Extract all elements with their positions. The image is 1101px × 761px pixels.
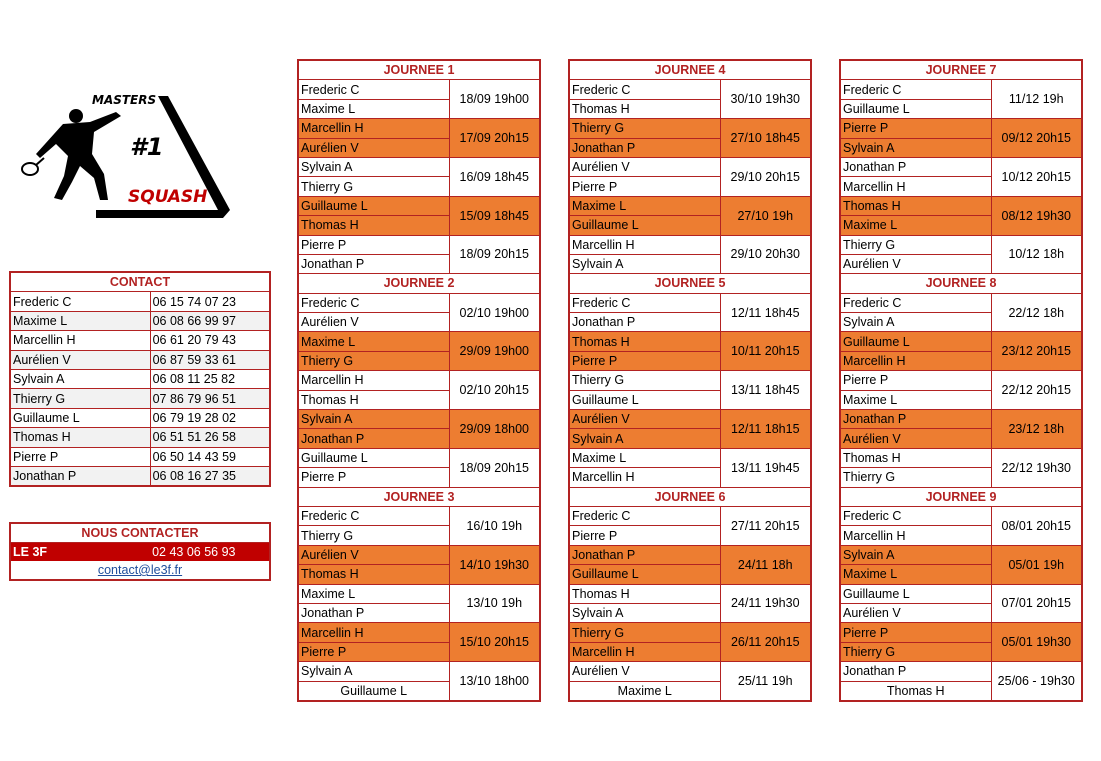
match-time: 13/11 18h45	[720, 371, 811, 410]
journee-title: JOURNEE 1	[298, 60, 540, 80]
match-time: 22/12 19h30	[991, 448, 1082, 487]
match-time: 16/09 18h45	[449, 157, 540, 196]
schedule-column-1	[297, 59, 541, 702]
logo-squash-text: SQUASH	[128, 187, 208, 207]
player-1: Frederic C	[569, 293, 720, 312]
player-1: Frederic C	[840, 506, 991, 525]
player-2: Jonathan P	[569, 138, 720, 157]
match-time: 05/01 19h30	[991, 623, 1082, 662]
player-1: Thomas H	[569, 332, 720, 351]
player-2: Aurélien V	[298, 138, 449, 157]
match-time: 25/11 19h	[720, 662, 811, 701]
player-1: Pierre P	[840, 119, 991, 138]
match-time: 05/01 19h	[991, 545, 1082, 584]
squash-player-silhouette	[36, 109, 121, 200]
player-1: Sylvain A	[298, 662, 449, 681]
contact-phone: 06 51 51 26 58	[150, 428, 270, 447]
player-2: Guillaume L	[298, 681, 449, 701]
match-row	[298, 584, 540, 603]
schedule-column-3	[839, 59, 1083, 702]
match-row	[840, 623, 1082, 642]
player-2: Sylvain A	[569, 254, 720, 273]
match-time: 10/11 20h15	[720, 332, 811, 371]
match-time: 24/11 19h30	[720, 584, 811, 623]
match-row	[298, 545, 540, 564]
match-row	[298, 410, 540, 429]
match-row	[569, 293, 811, 312]
contact-phone: 07 86 79 96 51	[150, 389, 270, 408]
match-row	[840, 235, 1082, 254]
contact-row	[10, 408, 270, 427]
player-1: Maxime L	[569, 448, 720, 467]
contact-phone: 06 08 11 25 82	[150, 369, 270, 388]
journee-header-row	[569, 274, 811, 293]
player-1: Thomas H	[840, 448, 991, 467]
contact-phone: 06 50 14 43 59	[150, 447, 270, 466]
player-2: Marcellin H	[569, 468, 720, 487]
player-2: Thierry G	[298, 526, 449, 545]
nous-contacter-header: NOUS CONTACTER	[10, 523, 270, 543]
match-time: 18/09 19h00	[449, 80, 540, 119]
match-row	[569, 410, 811, 429]
journee-header-row	[298, 60, 540, 80]
player-2: Marcellin H	[569, 642, 720, 661]
player-2: Maxime L	[840, 390, 991, 409]
match-row	[840, 662, 1082, 681]
player-1: Guillaume L	[840, 332, 991, 351]
player-1: Thierry G	[569, 623, 720, 642]
contact-name: Jonathan P	[10, 466, 150, 486]
email-link[interactable]: contact@le3f.fr	[97, 563, 183, 577]
player-2: Pierre P	[298, 642, 449, 661]
match-time: 11/12 19h	[991, 80, 1082, 119]
contact-phone: 06 08 66 99 97	[150, 311, 270, 330]
player-2: Thierry G	[298, 351, 449, 370]
contact-row	[10, 428, 270, 447]
player-1: Pierre P	[298, 235, 449, 254]
contact-name: Thomas H	[10, 428, 150, 447]
match-row	[840, 80, 1082, 99]
match-time: 10/12 18h	[991, 235, 1082, 274]
contact-name: Maxime L	[10, 311, 150, 330]
match-time: 29/10 20h15	[720, 157, 811, 196]
player-1: Frederic C	[840, 80, 991, 99]
match-row	[298, 196, 540, 215]
journee-title: JOURNEE 6	[569, 487, 811, 506]
match-time: 29/09 19h00	[449, 332, 540, 371]
match-time: 08/12 19h30	[991, 196, 1082, 235]
journee-header-row	[840, 60, 1082, 80]
nous-contacter-box	[9, 522, 271, 581]
player-1: Jonathan P	[840, 662, 991, 681]
player-1: Maxime L	[298, 332, 449, 351]
match-row	[569, 332, 811, 351]
match-time: 30/10 19h30	[720, 80, 811, 119]
match-time: 27/10 19h	[720, 196, 811, 235]
logo-masters-text: MASTERS	[92, 93, 157, 107]
match-time: 27/10 18h45	[720, 119, 811, 158]
match-row	[569, 157, 811, 176]
contact-row	[10, 369, 270, 388]
contact-row	[10, 331, 270, 350]
player-1: Thierry G	[569, 371, 720, 390]
match-time: 02/10 19h00	[449, 293, 540, 332]
match-row	[569, 196, 811, 215]
match-row	[569, 448, 811, 467]
player-2: Maxime L	[298, 99, 449, 118]
contact-row	[10, 447, 270, 466]
match-row	[840, 410, 1082, 429]
player-2: Aurélien V	[840, 254, 991, 273]
player-1: Sylvain A	[298, 157, 449, 176]
journee-title: JOURNEE 3	[298, 487, 540, 506]
match-row	[298, 662, 540, 681]
schedule-column-2	[568, 59, 812, 702]
player-2: Aurélien V	[298, 313, 449, 332]
player-1: Marcellin H	[298, 623, 449, 642]
match-time: 02/10 20h15	[449, 371, 540, 410]
match-row	[569, 623, 811, 642]
match-row	[298, 119, 540, 138]
journee-title: JOURNEE 7	[840, 60, 1082, 80]
player-1: Thierry G	[569, 119, 720, 138]
match-row	[840, 545, 1082, 564]
contact-phone: 06 61 20 79 43	[150, 331, 270, 350]
player-1: Maxime L	[569, 196, 720, 215]
contact-phone: 06 87 59 33 61	[150, 350, 270, 369]
match-time: 25/06 - 19h30	[991, 662, 1082, 701]
player-1: Jonathan P	[840, 157, 991, 176]
contact-header: CONTACT	[10, 272, 270, 292]
match-row	[840, 332, 1082, 351]
player-1: Frederic C	[569, 506, 720, 525]
player-1: Marcellin H	[298, 119, 449, 138]
contact-row	[10, 292, 270, 311]
player-2: Jonathan P	[298, 603, 449, 622]
match-time: 13/10 19h	[449, 584, 540, 623]
journee-header-row	[569, 487, 811, 506]
contact-name: Guillaume L	[10, 408, 150, 427]
match-time: 13/11 19h45	[720, 448, 811, 487]
match-row	[298, 332, 540, 351]
player-2: Aurélien V	[840, 603, 991, 622]
journee-title: JOURNEE 8	[840, 274, 1082, 293]
player-2: Marcellin H	[840, 526, 991, 545]
org-phone: 02 43 06 56 93	[150, 543, 270, 562]
match-time: 18/09 20h15	[449, 235, 540, 274]
player-2: Sylvain A	[569, 429, 720, 448]
player-2: Sylvain A	[840, 313, 991, 332]
player-1: Sylvain A	[298, 410, 449, 429]
player-1: Frederic C	[840, 293, 991, 312]
logo-number: #1	[130, 133, 164, 161]
match-time: 07/01 20h15	[991, 584, 1082, 623]
contact-name: Marcellin H	[10, 331, 150, 350]
player-2: Maxime L	[840, 216, 991, 235]
match-row	[298, 623, 540, 642]
player-1: Frederic C	[569, 80, 720, 99]
player-2: Marcellin H	[840, 177, 991, 196]
match-time: 29/10 20h30	[720, 235, 811, 274]
player-2: Guillaume L	[569, 565, 720, 584]
player-2: Jonathan P	[298, 254, 449, 273]
match-row	[298, 157, 540, 176]
player-2: Thierry G	[298, 177, 449, 196]
player-1: Thierry G	[840, 235, 991, 254]
match-row	[569, 584, 811, 603]
player-1: Aurélien V	[298, 545, 449, 564]
player-2: Pierre P	[298, 468, 449, 487]
player-2: Maxime L	[840, 565, 991, 584]
player-2: Guillaume L	[569, 216, 720, 235]
player-1: Pierre P	[840, 371, 991, 390]
player-1: Sylvain A	[840, 545, 991, 564]
match-time: 10/12 20h15	[991, 157, 1082, 196]
match-row	[840, 293, 1082, 312]
match-time: 26/11 20h15	[720, 623, 811, 662]
player-1: Thomas H	[840, 196, 991, 215]
contact-table	[9, 271, 271, 487]
contact-row	[10, 350, 270, 369]
match-row	[569, 80, 811, 99]
match-row	[569, 662, 811, 681]
match-row	[569, 235, 811, 254]
match-time: 15/09 18h45	[449, 196, 540, 235]
match-time: 09/12 20h15	[991, 119, 1082, 158]
match-time: 23/12 20h15	[991, 332, 1082, 371]
match-time: 24/11 18h	[720, 545, 811, 584]
match-row	[569, 119, 811, 138]
player-2: Thomas H	[298, 390, 449, 409]
match-time: 22/12 18h	[991, 293, 1082, 332]
contact-row	[10, 311, 270, 330]
journee-header-row	[298, 274, 540, 293]
match-row	[569, 506, 811, 525]
player-1: Marcellin H	[298, 371, 449, 390]
player-2: Marcellin H	[840, 351, 991, 370]
match-time: 23/12 18h	[991, 410, 1082, 449]
match-time: 14/10 19h30	[449, 545, 540, 584]
player-1: Aurélien V	[569, 410, 720, 429]
player-2: Sylvain A	[840, 138, 991, 157]
match-row	[840, 448, 1082, 467]
match-time: 12/11 18h15	[720, 410, 811, 449]
racket-icon	[22, 163, 38, 175]
player-2: Thomas H	[569, 99, 720, 118]
contact-phone: 06 08 16 27 35	[150, 466, 270, 486]
player-2: Jonathan P	[298, 429, 449, 448]
journee-header-row	[298, 487, 540, 506]
player-2: Pierre P	[569, 526, 720, 545]
player-2: Sylvain A	[569, 603, 720, 622]
journee-title: JOURNEE 5	[569, 274, 811, 293]
journee-title: JOURNEE 2	[298, 274, 540, 293]
journee-header-row	[569, 60, 811, 80]
masters-squash-logo	[18, 82, 233, 222]
org-name: LE 3F	[10, 543, 150, 562]
contact-name: Frederic C	[10, 292, 150, 311]
match-row	[840, 157, 1082, 176]
player-1: Frederic C	[298, 506, 449, 525]
player-2: Pierre P	[569, 177, 720, 196]
journee-title: JOURNEE 4	[569, 60, 811, 80]
player-1: Guillaume L	[840, 584, 991, 603]
match-row	[840, 584, 1082, 603]
player-1: Aurélien V	[569, 662, 720, 681]
player-1: Aurélien V	[569, 157, 720, 176]
journee-title: JOURNEE 9	[840, 487, 1082, 506]
player-2: Thomas H	[840, 681, 991, 701]
match-row	[569, 371, 811, 390]
contact-name: Thierry G	[10, 389, 150, 408]
player-2: Thomas H	[298, 565, 449, 584]
match-row	[840, 119, 1082, 138]
match-time: 08/01 20h15	[991, 506, 1082, 545]
contact-phone: 06 79 19 28 02	[150, 408, 270, 427]
player-2: Maxime L	[569, 681, 720, 701]
player-2: Aurélien V	[840, 429, 991, 448]
match-row	[569, 545, 811, 564]
contact-name: Sylvain A	[10, 369, 150, 388]
match-time: 18/09 20h15	[449, 448, 540, 487]
player-1: Jonathan P	[840, 410, 991, 429]
player-2: Thierry G	[840, 642, 991, 661]
player-2: Thierry G	[840, 468, 991, 487]
match-row	[298, 448, 540, 467]
player-2: Jonathan P	[569, 313, 720, 332]
match-time: 22/12 20h15	[991, 371, 1082, 410]
match-time: 12/11 18h45	[720, 293, 811, 332]
match-time: 15/10 20h15	[449, 623, 540, 662]
journee-header-row	[840, 274, 1082, 293]
player-2: Pierre P	[569, 351, 720, 370]
player-2: Guillaume L	[840, 99, 991, 118]
match-time: 17/09 20h15	[449, 119, 540, 158]
player-1: Thomas H	[569, 584, 720, 603]
contact-row	[10, 389, 270, 408]
match-row	[840, 506, 1082, 525]
player-1: Pierre P	[840, 623, 991, 642]
match-time: 29/09 18h00	[449, 410, 540, 449]
player-1: Frederic C	[298, 293, 449, 312]
player-2: Guillaume L	[569, 390, 720, 409]
match-row	[840, 371, 1082, 390]
match-time: 16/10 19h	[449, 506, 540, 545]
player-1: Guillaume L	[298, 196, 449, 215]
contact-name: Pierre P	[10, 447, 150, 466]
player-1: Marcellin H	[569, 235, 720, 254]
player-1: Maxime L	[298, 584, 449, 603]
player-1: Guillaume L	[298, 448, 449, 467]
match-time: 27/11 20h15	[720, 506, 811, 545]
match-row	[298, 371, 540, 390]
match-row	[298, 506, 540, 525]
contact-phone: 06 15 74 07 23	[150, 292, 270, 311]
contact-name: Aurélien V	[10, 350, 150, 369]
match-time: 13/10 18h00	[449, 662, 540, 701]
player-1: Frederic C	[298, 80, 449, 99]
match-row	[298, 293, 540, 312]
journee-header-row	[840, 487, 1082, 506]
match-row	[298, 80, 540, 99]
contact-row	[10, 466, 270, 486]
player-2: Thomas H	[298, 216, 449, 235]
match-row	[840, 196, 1082, 215]
match-row	[298, 235, 540, 254]
player-1: Jonathan P	[569, 545, 720, 564]
